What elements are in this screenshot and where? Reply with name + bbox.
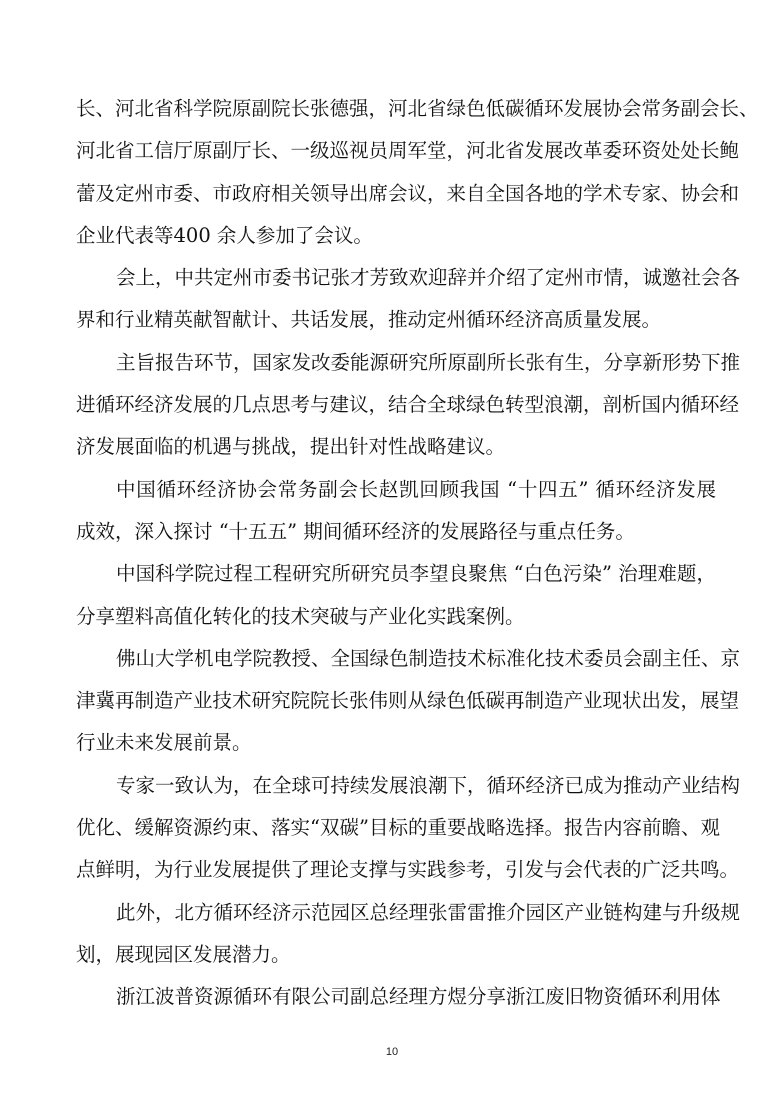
text-line: 成效，深入探讨 “十五五” 期间循环经济的发展路径与重点任务。 bbox=[76, 519, 635, 543]
paragraph bbox=[76, 342, 741, 469]
text-line: 蕾及定州市委、市政府相关领导出席会议，来自全国各地的学术专家、协会和 bbox=[76, 181, 740, 205]
paragraph bbox=[76, 257, 741, 342]
text-line: 划，展现园区发展潜力。 bbox=[76, 942, 291, 966]
text-line: 界和行业精英献智献计、共话发展，推动定州循环经济高质量发展。 bbox=[76, 308, 662, 332]
text-line: 行业未来发展前景。 bbox=[76, 731, 252, 755]
paragraph bbox=[76, 976, 721, 1018]
text-line: 优化、缓解资源约束、落实“双碳”目标的重要战略选择。报告内容前瞻、观 bbox=[76, 816, 720, 840]
paragraph bbox=[76, 892, 741, 977]
paragraph bbox=[76, 88, 759, 257]
paragraph bbox=[76, 638, 741, 765]
text-line: 中国科学院过程工程研究所研究员李望良聚焦 “白色污染” 治理难题， bbox=[116, 562, 716, 586]
text-line: 主旨报告环节，国家发改委能源研究所原副所长张有生，分享新形势下推 bbox=[116, 350, 741, 374]
text-line: 专家一致认为，在全球可持续发展浪潮下，循环经济已成为推动产业结构 bbox=[116, 773, 741, 797]
text-line: 会上，中共定州市委书记张才芳致欢迎辞并介绍了定州市情，诚邀社会各 bbox=[116, 266, 741, 290]
text-line: 济发展面临的机遇与挑战，提出针对性战略建议。 bbox=[76, 435, 506, 459]
text-line: 分享塑料高值化转化的技术突破与产业化实践案例。 bbox=[76, 604, 525, 628]
text-line: 佛山大学机电学院教授、全国绿色制造技术标准化技术委员会副主任、京 bbox=[116, 646, 741, 670]
paragraph bbox=[76, 469, 716, 554]
text-line: 企业代表等400 余人参加了会议。 bbox=[76, 223, 373, 247]
text-line: 进循环经济发展的几点思考与建议，结合全球绿色转型浪潮，剖析国内循环经 bbox=[76, 393, 740, 417]
paragraph bbox=[76, 765, 741, 892]
text-line: 河北省工信厅原副厅长、一级巡视员周军堂，河北省发展改革委环资处处长鲍 bbox=[76, 139, 740, 163]
text-line: 浙江波普资源循环有限公司副总经理方煜分享浙江废旧物资循环利用体 bbox=[116, 985, 721, 1009]
page-number: 10 bbox=[385, 1046, 399, 1058]
text-line: 中国循环经济协会常务副会长赵凯回顾我国 “十四五” 循环经济发展 bbox=[116, 477, 716, 501]
text-line: 长、河北省科学院原副院长张德强，河北省绿色低碳循环发展协会常务副会长、 bbox=[76, 97, 759, 120]
text-line: 此外，北方循环经济示范园区总经理张雷雷推介园区产业链构建与升级规 bbox=[116, 900, 741, 924]
text-line: 点鲜明，为行业发展提供了理论支撑与实践参考，引发与会代表的广泛共鸣。 bbox=[76, 858, 740, 882]
paragraph bbox=[76, 553, 716, 638]
text-line: 津冀再制造产业技术研究院院长张伟则从绿色低碳再制造产业现状出发，展望 bbox=[76, 689, 740, 713]
document-body bbox=[76, 88, 759, 1019]
